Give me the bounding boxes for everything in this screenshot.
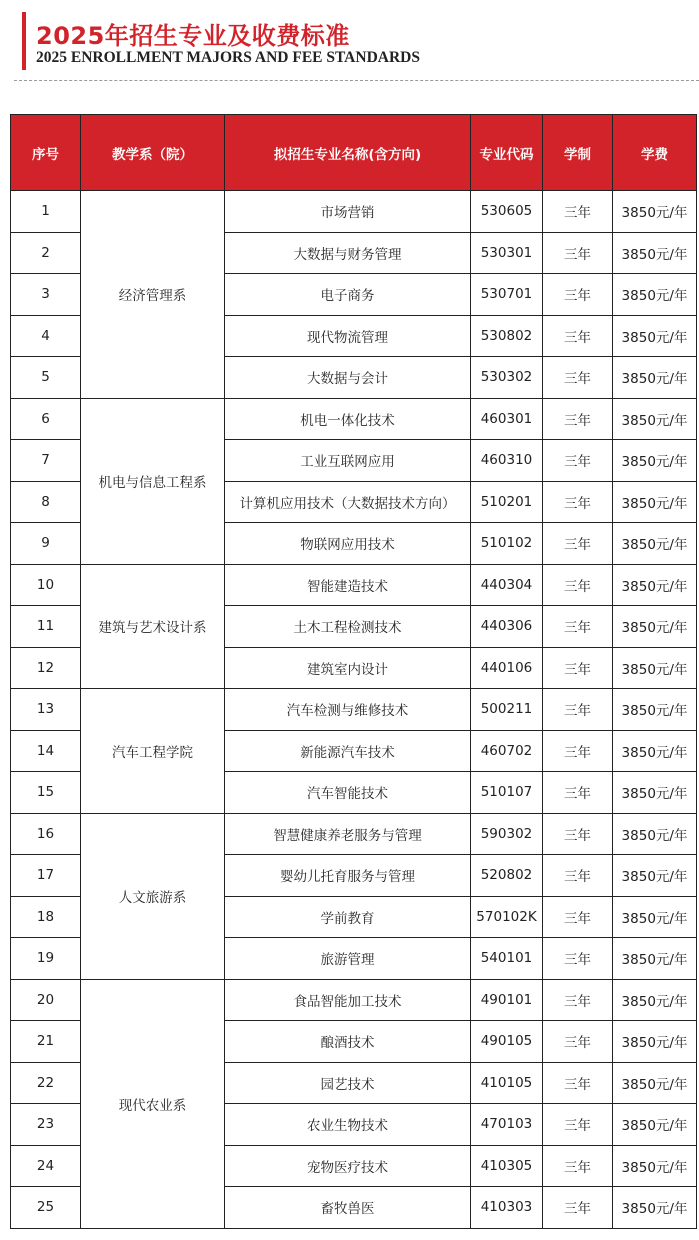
major-name: 食品智能加工技术 xyxy=(225,979,471,1021)
study-duration: 三年 xyxy=(543,481,613,523)
study-duration: 三年 xyxy=(543,938,613,980)
major-code: 530301 xyxy=(471,232,543,274)
major-code: 410305 xyxy=(471,1145,543,1187)
major-name: 智慧健康养老服务与管理 xyxy=(225,813,471,855)
department-cell: 经济管理系 xyxy=(81,191,225,399)
study-duration: 三年 xyxy=(543,730,613,772)
department-cell: 机电与信息工程系 xyxy=(81,398,225,564)
major-code: 530302 xyxy=(471,357,543,399)
tuition-fee: 3850元/年 xyxy=(613,689,697,731)
study-duration: 三年 xyxy=(543,813,613,855)
major-code: 440304 xyxy=(471,564,543,606)
table-row xyxy=(11,979,697,1021)
tuition-fee: 3850元/年 xyxy=(613,855,697,897)
row-number: 25 xyxy=(11,1187,81,1229)
tuition-fee: 3850元/年 xyxy=(613,730,697,772)
major-name: 工业互联网应用 xyxy=(225,440,471,482)
row-number: 23 xyxy=(11,1104,81,1146)
tuition-fee: 3850元/年 xyxy=(613,398,697,440)
study-duration: 三年 xyxy=(543,772,613,814)
row-number: 22 xyxy=(11,1062,81,1104)
tuition-fee: 3850元/年 xyxy=(613,813,697,855)
row-number: 4 xyxy=(11,315,81,357)
study-duration: 三年 xyxy=(543,315,613,357)
row-number: 11 xyxy=(11,606,81,648)
row-number: 24 xyxy=(11,1145,81,1187)
major-code: 510107 xyxy=(471,772,543,814)
row-number: 20 xyxy=(11,979,81,1021)
major-code: 440306 xyxy=(471,606,543,648)
study-duration: 三年 xyxy=(543,357,613,399)
major-name: 旅游管理 xyxy=(225,938,471,980)
department-cell: 建筑与艺术设计系 xyxy=(81,564,225,689)
row-number: 2 xyxy=(11,232,81,274)
tuition-fee: 3850元/年 xyxy=(613,274,697,316)
study-duration: 三年 xyxy=(543,440,613,482)
study-duration: 三年 xyxy=(543,1062,613,1104)
study-duration: 三年 xyxy=(543,1021,613,1063)
major-name: 现代物流管理 xyxy=(225,315,471,357)
major-code: 410105 xyxy=(471,1062,543,1104)
major-name: 汽车检测与维修技术 xyxy=(225,689,471,731)
study-duration: 三年 xyxy=(543,274,613,316)
department-cell: 汽车工程学院 xyxy=(81,689,225,814)
major-name: 学前教育 xyxy=(225,896,471,938)
major-code: 520802 xyxy=(471,855,543,897)
major-code: 530802 xyxy=(471,315,543,357)
tuition-fee: 3850元/年 xyxy=(613,1104,697,1146)
table-row xyxy=(11,191,697,233)
table-row xyxy=(11,564,697,606)
row-number: 9 xyxy=(11,523,81,565)
study-duration: 三年 xyxy=(543,1104,613,1146)
study-duration: 三年 xyxy=(543,232,613,274)
tuition-fee: 3850元/年 xyxy=(613,1021,697,1063)
tuition-fee: 3850元/年 xyxy=(613,1145,697,1187)
major-name: 建筑室内设计 xyxy=(225,647,471,689)
major-code: 410303 xyxy=(471,1187,543,1229)
tuition-fee: 3850元/年 xyxy=(613,938,697,980)
major-name: 电子商务 xyxy=(225,274,471,316)
row-number: 13 xyxy=(11,689,81,731)
major-name: 新能源汽车技术 xyxy=(225,730,471,772)
table-body xyxy=(11,191,697,1229)
tuition-fee: 3850元/年 xyxy=(613,232,697,274)
major-name: 物联网应用技术 xyxy=(225,523,471,565)
row-number: 21 xyxy=(11,1021,81,1063)
divider xyxy=(14,80,699,81)
major-name: 园艺技术 xyxy=(225,1062,471,1104)
study-duration: 三年 xyxy=(543,606,613,648)
row-number: 12 xyxy=(11,647,81,689)
major-name: 大数据与会计 xyxy=(225,357,471,399)
tuition-fee: 3850元/年 xyxy=(613,523,697,565)
major-name: 计算机应用技术（大数据技术方向） xyxy=(225,481,471,523)
major-code: 460301 xyxy=(471,398,543,440)
major-name: 市场营销 xyxy=(225,191,471,233)
major-code: 500211 xyxy=(471,689,543,731)
table-row xyxy=(11,813,697,855)
row-number: 15 xyxy=(11,772,81,814)
major-code: 530605 xyxy=(471,191,543,233)
study-duration: 三年 xyxy=(543,564,613,606)
row-number: 14 xyxy=(11,730,81,772)
study-duration: 三年 xyxy=(543,647,613,689)
department-cell: 人文旅游系 xyxy=(81,813,225,979)
fee-table xyxy=(10,114,697,1229)
column-header-no: 序号 xyxy=(11,115,81,191)
major-code: 440106 xyxy=(471,647,543,689)
major-name: 机电一体化技术 xyxy=(225,398,471,440)
major-code: 470103 xyxy=(471,1104,543,1146)
study-duration: 三年 xyxy=(543,1187,613,1229)
study-duration: 三年 xyxy=(543,896,613,938)
study-duration: 三年 xyxy=(543,979,613,1021)
row-number: 5 xyxy=(11,357,81,399)
major-code: 570102K xyxy=(471,896,543,938)
row-number: 19 xyxy=(11,938,81,980)
major-name: 汽车智能技术 xyxy=(225,772,471,814)
tuition-fee: 3850元/年 xyxy=(613,564,697,606)
row-number: 8 xyxy=(11,481,81,523)
major-name: 农业生物技术 xyxy=(225,1104,471,1146)
tuition-fee: 3850元/年 xyxy=(613,315,697,357)
row-number: 16 xyxy=(11,813,81,855)
tuition-fee: 3850元/年 xyxy=(613,896,697,938)
major-code: 490105 xyxy=(471,1021,543,1063)
title-accent-bar xyxy=(22,12,26,70)
study-duration: 三年 xyxy=(543,689,613,731)
tuition-fee: 3850元/年 xyxy=(613,606,697,648)
tuition-fee: 3850元/年 xyxy=(613,772,697,814)
major-name: 宠物医疗技术 xyxy=(225,1145,471,1187)
column-header-fee: 学费 xyxy=(613,115,697,191)
major-name: 酿酒技术 xyxy=(225,1021,471,1063)
study-duration: 三年 xyxy=(543,523,613,565)
tuition-fee: 3850元/年 xyxy=(613,1187,697,1229)
page-title: 2025年招生专业及收费标准 xyxy=(36,22,350,50)
major-code: 590302 xyxy=(471,813,543,855)
major-code: 460310 xyxy=(471,440,543,482)
table-row xyxy=(11,689,697,731)
tuition-fee: 3850元/年 xyxy=(613,1062,697,1104)
row-number: 17 xyxy=(11,855,81,897)
department-cell: 现代农业系 xyxy=(81,979,225,1228)
table-header-row xyxy=(11,115,697,191)
major-code: 510102 xyxy=(471,523,543,565)
table-row xyxy=(11,398,697,440)
tuition-fee: 3850元/年 xyxy=(613,979,697,1021)
column-header-duration: 学制 xyxy=(543,115,613,191)
column-header-major: 拟招生专业名称(含方向) xyxy=(225,115,471,191)
major-code: 490101 xyxy=(471,979,543,1021)
tuition-fee: 3850元/年 xyxy=(613,481,697,523)
major-name: 土木工程检测技术 xyxy=(225,606,471,648)
study-duration: 三年 xyxy=(543,855,613,897)
major-name: 智能建造技术 xyxy=(225,564,471,606)
tuition-fee: 3850元/年 xyxy=(613,647,697,689)
row-number: 6 xyxy=(11,398,81,440)
page-header xyxy=(0,0,699,90)
major-name: 畜牧兽医 xyxy=(225,1187,471,1229)
tuition-fee: 3850元/年 xyxy=(613,191,697,233)
major-code: 510201 xyxy=(471,481,543,523)
study-duration: 三年 xyxy=(543,398,613,440)
row-number: 3 xyxy=(11,274,81,316)
tuition-fee: 3850元/年 xyxy=(613,357,697,399)
page-subtitle: 2025 ENROLLMENT MAJORS AND FEE STANDARDS xyxy=(36,49,420,66)
row-number: 10 xyxy=(11,564,81,606)
major-code: 540101 xyxy=(471,938,543,980)
row-number: 7 xyxy=(11,440,81,482)
column-header-department: 教学系（院） xyxy=(81,115,225,191)
major-code: 530701 xyxy=(471,274,543,316)
major-name: 婴幼儿托育服务与管理 xyxy=(225,855,471,897)
major-name: 大数据与财务管理 xyxy=(225,232,471,274)
study-duration: 三年 xyxy=(543,191,613,233)
study-duration: 三年 xyxy=(543,1145,613,1187)
row-number: 1 xyxy=(11,191,81,233)
row-number: 18 xyxy=(11,896,81,938)
major-code: 460702 xyxy=(471,730,543,772)
tuition-fee: 3850元/年 xyxy=(613,440,697,482)
column-header-code: 专业代码 xyxy=(471,115,543,191)
